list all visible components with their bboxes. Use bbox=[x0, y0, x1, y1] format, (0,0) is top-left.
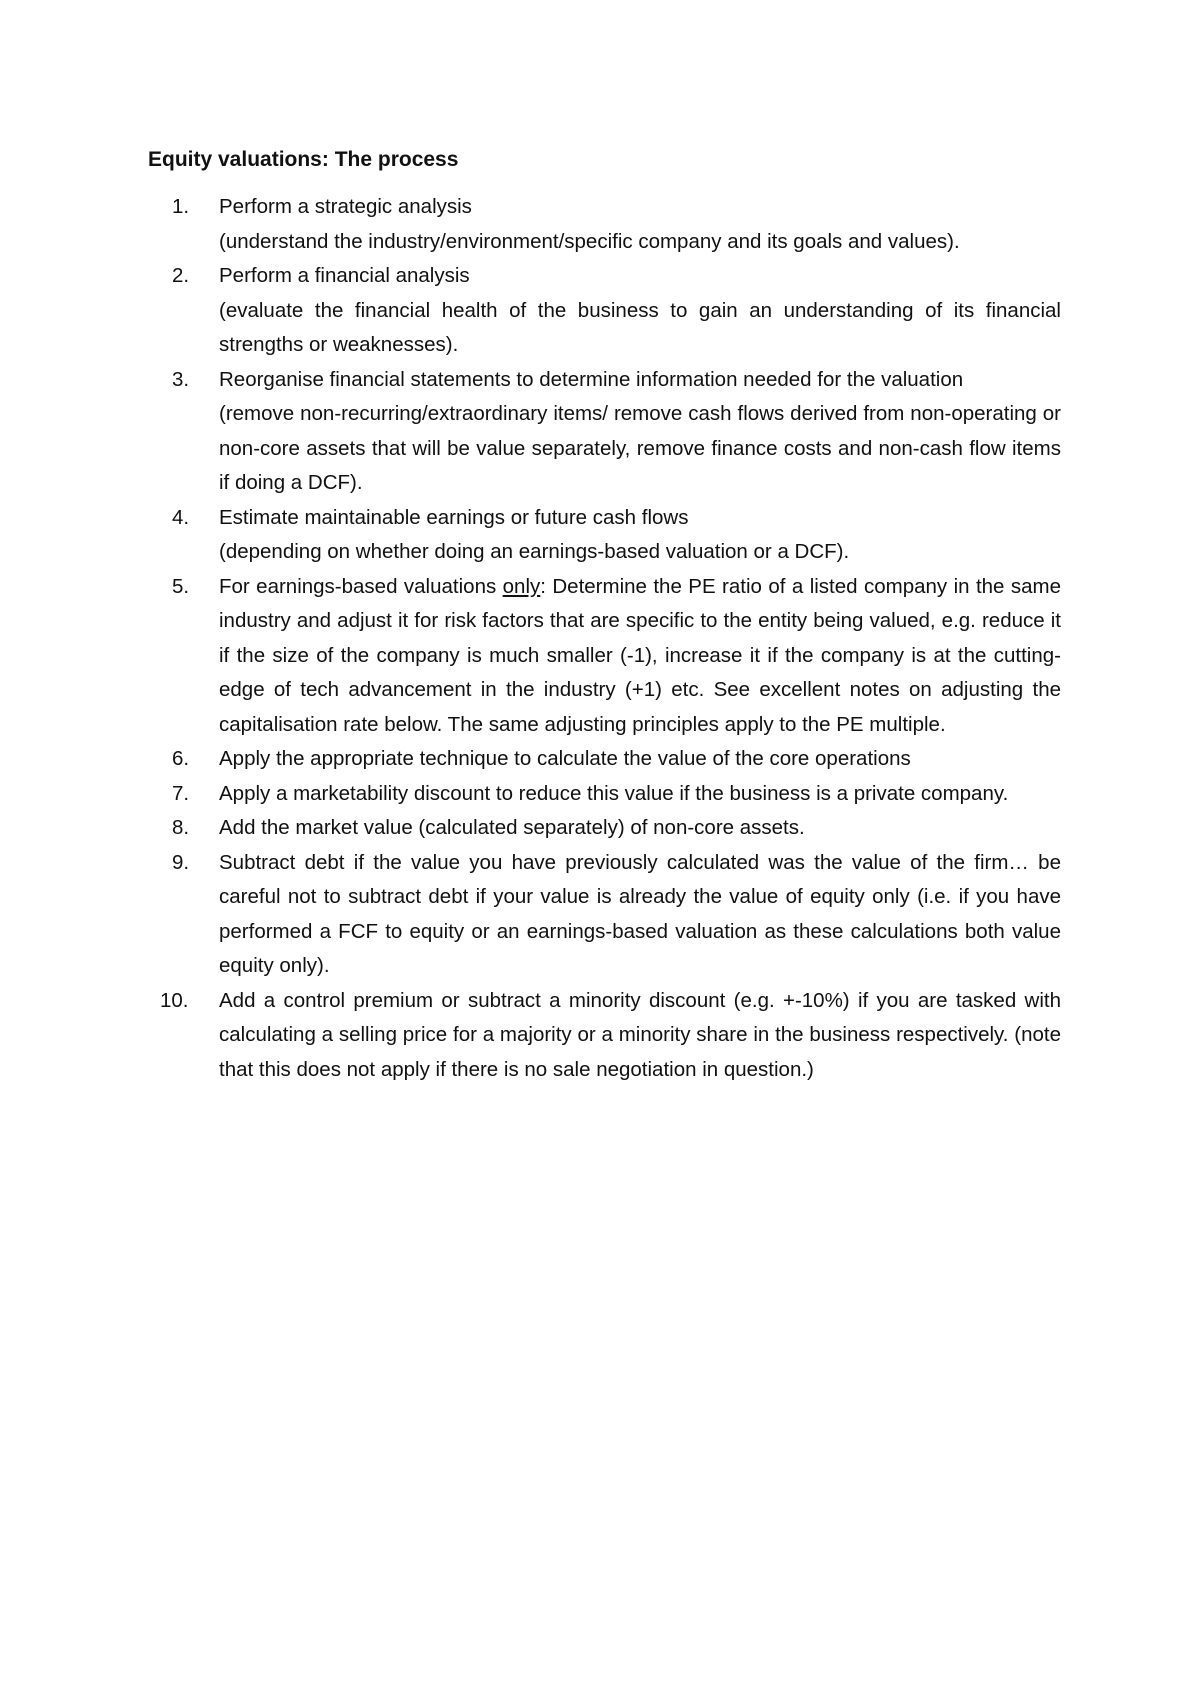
emphasis-only: only bbox=[502, 574, 541, 598]
document-body bbox=[148, 146, 1061, 1087]
step-number: 8. bbox=[172, 816, 190, 839]
step-main-text: Apply a marketability discount to reduce this value if the business is a private company. bbox=[219, 781, 1009, 805]
step-main-text: Estimate maintainable earnings or future cash flows bbox=[219, 505, 689, 529]
list-item bbox=[148, 811, 1061, 846]
step-main-text bbox=[219, 570, 1061, 743]
step-number: 9. bbox=[172, 850, 190, 874]
list-item bbox=[148, 570, 1061, 743]
list-item bbox=[148, 777, 1061, 812]
step-main-text: Perform a financial analysis bbox=[219, 264, 470, 287]
list-item bbox=[148, 742, 1061, 777]
step-main-text: Add the market value (calculated separately) of non-core assets. bbox=[219, 816, 805, 839]
step-number: 10. bbox=[160, 988, 189, 1012]
list-item bbox=[148, 190, 1061, 259]
step-main-text: Add a control premium or subtract a minority discount (e.g. +-10%) if you are tasked with calculating a selling price for a majority or a minority share in the business respectively. (note that this does not apply if there is no sale negotiation in question.) bbox=[219, 988, 1061, 1081]
step-number: 1. bbox=[172, 195, 190, 218]
step-number: 6. bbox=[172, 747, 190, 770]
step-number: 4. bbox=[172, 505, 190, 529]
step-detail-text: (evaluate the financial health of the business to gain an understanding of its financial strengths or weaknesses). bbox=[219, 298, 1061, 356]
step-main-text: Apply the appropriate technique to calculate the value of the core operations bbox=[219, 747, 911, 770]
document-title: Equity valuations: The process bbox=[148, 148, 459, 171]
step-number: 2. bbox=[172, 264, 190, 287]
step-number: 7. bbox=[172, 781, 190, 805]
step-detail-text: (remove non-recurring/extraordinary items/ remove cash flows derived from non-operating or non-core assets that will be value separately, remove finance costs and non-cash flow items if doing a DCF). bbox=[219, 402, 1061, 494]
step-text-prefix: For earnings-based valuations bbox=[219, 574, 503, 598]
step-number: 5. bbox=[172, 574, 190, 598]
step-main-text: Subtract debt if the value you have previously calculated was the value of the firm… be careful not to subtract debt if your value is already the value of equity only (i.e. if you have performed a FCF to equity or an earnings-based valuation as these calculations both value equity only). bbox=[219, 850, 1061, 977]
step-detail-text: (understand the industry/environment/specific company and its goals and values). bbox=[219, 229, 960, 253]
process-steps-list bbox=[148, 190, 1061, 1087]
step-detail-text: (depending on whether doing an earnings-based valuation or a DCF). bbox=[219, 540, 850, 563]
list-item bbox=[148, 846, 1061, 984]
step-text-rest: : Determine the PE ratio of a listed company in the same industry and adjust it for risk factors that are specific to the entity being valued, e.g. reduce it if the size of the company is much smaller (-1), increase it if the company is at the cutting-edge of tech advancement in the industry (+1) etc. See excellent notes on adjusting the capitalisation rate below. The same adjusting principles apply to the PE multiple. bbox=[219, 574, 1061, 736]
list-item bbox=[148, 501, 1061, 570]
list-item bbox=[148, 984, 1061, 1088]
step-number: 3. bbox=[172, 367, 190, 391]
list-item bbox=[148, 259, 1061, 363]
step-main-text: Reorganise financial statements to determine information needed for the valuation bbox=[219, 367, 964, 391]
step-main-text: Perform a strategic analysis bbox=[219, 195, 472, 218]
list-item bbox=[148, 363, 1061, 501]
